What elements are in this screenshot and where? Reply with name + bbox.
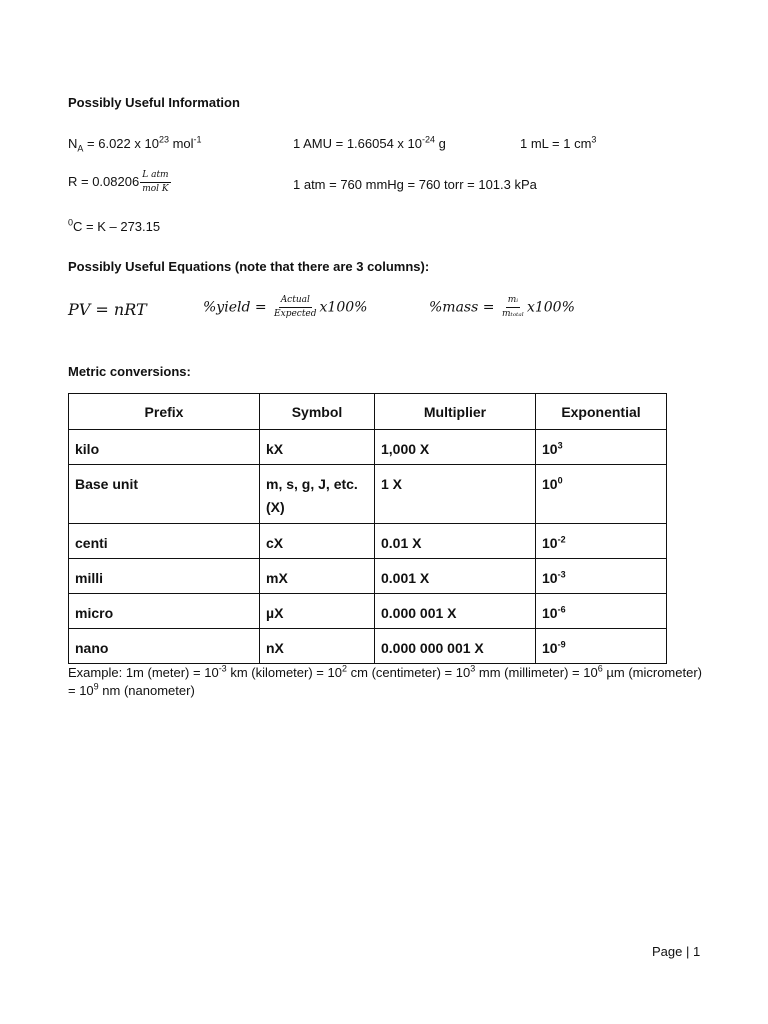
cell-multiplier: 0.000 001 X: [375, 594, 536, 629]
cell-symbol: m, s, g, J, etc. (X): [260, 465, 375, 524]
percent-yield-equation: %yield = $\frac{\text{Actual}}{\text{Expected}}$ x100%: [203, 295, 368, 319]
cell-prefix: centi: [69, 524, 260, 559]
info-heading: Possibly Useful Information: [68, 95, 240, 110]
cell-exponential: $10^0$: [536, 465, 667, 524]
cell-multiplier: 1 X: [375, 465, 536, 524]
cell-exponential: $10^{-3}$: [536, 559, 667, 594]
cell-symbol: mX: [260, 559, 375, 594]
cell-prefix: Base unit: [69, 465, 260, 524]
cell-exponential: $10^{-6}$: [536, 594, 667, 629]
avogadro-constant: $N_A = 6.022$ x $10^{23}$ mol$^{-1}$: [68, 134, 202, 154]
gas-constant: R = 0.08206 $\frac{\text{L atm}}{\text{mol K}}$: [68, 170, 169, 194]
atm-conversion: 1 atm = 760 mmHg = 760 torr = 101.3 kPa: [293, 177, 537, 192]
header-multiplier: Multiplier: [375, 394, 536, 430]
cell-symbol: cX: [260, 524, 375, 559]
page-number: Page | 1: [652, 944, 701, 959]
cell-prefix: milli: [69, 559, 260, 594]
ideal-gas-equation: PV = nRT: [68, 300, 147, 319]
header-prefix: Prefix: [69, 394, 260, 430]
cell-prefix: nano: [69, 629, 260, 664]
table-row: [69, 559, 667, 594]
metric-heading: Metric conversions:: [68, 364, 191, 379]
table-row: [69, 594, 667, 629]
table-row: [69, 524, 667, 559]
cell-symbol: µX: [260, 594, 375, 629]
header-exponential: Exponential: [536, 394, 667, 430]
cell-exponential: $10^3$: [536, 430, 667, 465]
cell-symbol: nX: [260, 629, 375, 664]
cell-multiplier: 0.000 000 001 X: [375, 629, 536, 664]
table-row: [69, 465, 667, 524]
percent-mass-equation: %mass = $\frac{\text{mᵢ}}{\text{mₜₒₜₐₗ}}$ x100%: [429, 295, 575, 319]
metric-example: Example: 1m (meter) = $10^{-3}$ km (kilometer) = $10^2$ cm (centimeter) = $10^3$ mm (millimeter) = $10^6$ µm (micrometer) = $10^9$ nm (nanometer): [68, 663, 702, 698]
cell-exponential: $10^{-9}$: [536, 629, 667, 664]
celsius-conversion: $^0$C = K – 273.15: [68, 217, 161, 234]
cell-multiplier: 0.01 X: [375, 524, 536, 559]
cell-prefix: kilo: [69, 430, 260, 465]
header-symbol: Symbol: [260, 394, 375, 430]
ml-conversion: 1 mL = 1 $cm^3$: [520, 134, 597, 151]
cell-multiplier: 0.001 X: [375, 559, 536, 594]
table-row: [69, 430, 667, 465]
amu-conversion: 1 AMU = 1.66054 x $10^{-24}$ g: [293, 134, 446, 151]
cell-prefix: micro: [69, 594, 260, 629]
cell-symbol: kX: [260, 430, 375, 465]
cell-multiplier: 1,000 X: [375, 430, 536, 465]
cell-exponential: $10^{-2}$: [536, 524, 667, 559]
table-row: [69, 629, 667, 664]
metric-conversion-table: [68, 393, 667, 664]
table-header-row: [69, 394, 667, 430]
equations-heading: Possibly Useful Equations (note that there are 3 columns):: [68, 259, 430, 274]
